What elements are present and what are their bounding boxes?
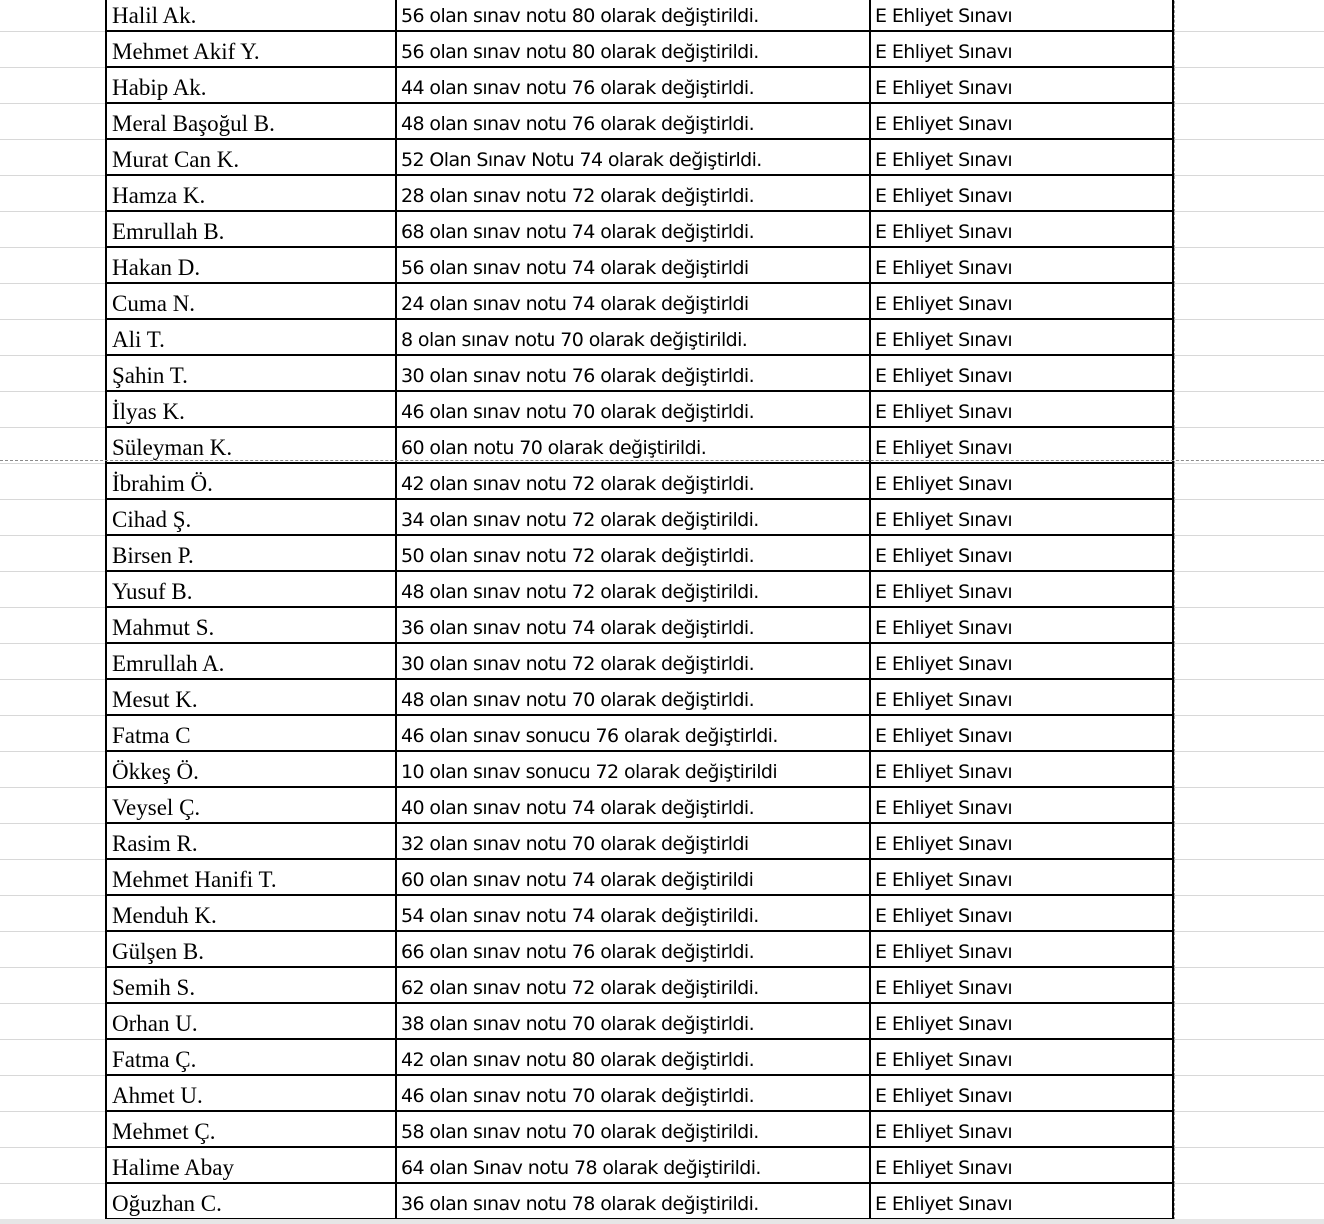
name-cell[interactable]: Hamza K. — [105, 176, 395, 212]
name-cell[interactable]: Yusuf B. — [105, 572, 395, 608]
empty-cell[interactable] — [1174, 860, 1324, 896]
table-row — [0, 428, 1324, 464]
empty-cell[interactable] — [0, 140, 105, 176]
table-row — [0, 392, 1324, 428]
empty-cell[interactable] — [0, 464, 105, 500]
exam-cell[interactable]: E Ehliyet Sınavı — [869, 356, 1174, 392]
table-row — [0, 1112, 1324, 1148]
exam-cell[interactable]: E Ehliyet Sınavı — [869, 68, 1174, 104]
table-row — [0, 824, 1324, 860]
empty-cell[interactable] — [0, 212, 105, 248]
note-cell[interactable]: 42 olan sınav notu 72 olarak değiştirldi. — [395, 464, 869, 500]
exam-cell[interactable]: E Ehliyet Sınavı — [869, 788, 1174, 824]
table-row — [0, 356, 1324, 392]
table-row — [0, 284, 1324, 320]
empty-cell[interactable] — [0, 860, 105, 896]
note-cell[interactable]: 48 olan sınav notu 72 olarak değiştirildi. — [395, 572, 869, 608]
note-cell[interactable]: 28 olan sınav notu 72 olarak değiştirldi. — [395, 176, 869, 212]
exam-cell[interactable]: E Ehliyet Sınavı — [869, 752, 1174, 788]
note-cell[interactable]: 64 olan Sınav notu 78 olarak değiştirildi. — [395, 1148, 869, 1184]
name-cell[interactable]: Mesut K. — [105, 680, 395, 716]
exam-cell[interactable]: E Ehliyet Sınavı — [869, 248, 1174, 284]
note-cell[interactable]: 36 olan sınav notu 74 olarak değiştirldi. — [395, 608, 869, 644]
table-row — [0, 248, 1324, 284]
exam-cell[interactable]: E Ehliyet Sınavı — [869, 608, 1174, 644]
exam-cell[interactable]: E Ehliyet Sınavı — [869, 176, 1174, 212]
empty-cell[interactable] — [0, 932, 105, 968]
name-cell[interactable]: Murat Can K. — [105, 140, 395, 176]
table-row — [0, 68, 1324, 104]
table-row — [0, 896, 1324, 932]
table-row — [0, 140, 1324, 176]
note-cell[interactable]: 44 olan sınav notu 76 olarak değiştirldi. — [395, 68, 869, 104]
empty-cell[interactable] — [1174, 1184, 1324, 1220]
empty-cell[interactable] — [0, 536, 105, 572]
note-cell[interactable]: 46 olan sınav notu 70 olarak değiştirldi. — [395, 1076, 869, 1112]
table-row — [0, 572, 1324, 608]
note-cell[interactable]: 56 olan sınav notu 80 olarak değiştirildi. — [395, 0, 869, 32]
empty-cell[interactable] — [1174, 572, 1324, 608]
exam-cell[interactable]: E Ehliyet Sınavı — [869, 284, 1174, 320]
exam-cell[interactable]: E Ehliyet Sınavı — [869, 1184, 1174, 1220]
empty-cell[interactable] — [0, 1040, 105, 1076]
table-row — [0, 320, 1324, 356]
note-cell[interactable]: 10 olan sınav sonucu 72 olarak değiştirildi — [395, 752, 869, 788]
name-cell[interactable]: Meral Başoğul B. — [105, 104, 395, 140]
exam-cell[interactable]: E Ehliyet Sınavı — [869, 860, 1174, 896]
name-cell[interactable]: Veysel Ç. — [105, 788, 395, 824]
empty-cell[interactable] — [0, 392, 105, 428]
note-cell[interactable]: 48 olan sınav notu 70 olarak değiştirldi. — [395, 680, 869, 716]
empty-cell[interactable] — [0, 428, 105, 464]
empty-cell[interactable] — [0, 176, 105, 212]
note-cell[interactable]: 34 olan sınav notu 72 olarak değiştirildi. — [395, 500, 869, 536]
name-cell[interactable]: Menduh K. — [105, 896, 395, 932]
empty-cell[interactable] — [0, 824, 105, 860]
table-row — [0, 1148, 1324, 1184]
name-cell[interactable]: Şahin T. — [105, 356, 395, 392]
exam-cell[interactable]: E Ehliyet Sınavı — [869, 140, 1174, 176]
table-row — [0, 0, 1324, 32]
empty-cell[interactable] — [1174, 752, 1324, 788]
table-row — [0, 104, 1324, 140]
name-cell[interactable]: Hakan D. — [105, 248, 395, 284]
empty-cell[interactable] — [0, 284, 105, 320]
empty-cell[interactable] — [0, 500, 105, 536]
empty-cell[interactable] — [0, 104, 105, 140]
note-cell[interactable]: 60 olan sınav notu 74 olarak değiştirildi — [395, 860, 869, 896]
bottom-edge — [0, 1219, 1324, 1224]
empty-cell[interactable] — [1174, 1112, 1324, 1148]
empty-cell[interactable] — [1174, 536, 1324, 572]
empty-cell[interactable] — [0, 1148, 105, 1184]
empty-cell[interactable] — [1174, 716, 1324, 752]
name-cell[interactable]: Emrullah A. — [105, 644, 395, 680]
exam-cell[interactable]: E Ehliyet Sınavı — [869, 644, 1174, 680]
table-row — [0, 500, 1324, 536]
name-cell[interactable]: İlyas K. — [105, 392, 395, 428]
exam-cell[interactable]: E Ehliyet Sınavı — [869, 464, 1174, 500]
empty-cell[interactable] — [1174, 428, 1324, 464]
table-row — [0, 608, 1324, 644]
name-cell[interactable]: Ahmet U. — [105, 1076, 395, 1112]
name-cell[interactable]: Cuma N. — [105, 284, 395, 320]
empty-cell[interactable] — [1174, 644, 1324, 680]
note-cell[interactable]: 60 olan notu 70 olarak değiştirildi. — [395, 428, 869, 464]
exam-cell[interactable]: E Ehliyet Sınavı — [869, 320, 1174, 356]
name-cell[interactable]: Birsen P. — [105, 536, 395, 572]
table-row — [0, 860, 1324, 896]
note-cell[interactable]: 42 olan sınav notu 80 olarak değiştirldi. — [395, 1040, 869, 1076]
exam-cell[interactable]: E Ehliyet Sınavı — [869, 896, 1174, 932]
name-cell[interactable]: Gülşen B. — [105, 932, 395, 968]
empty-cell[interactable] — [1174, 140, 1324, 176]
name-cell[interactable]: Oğuzhan C. — [105, 1184, 395, 1220]
empty-cell[interactable] — [1174, 68, 1324, 104]
empty-cell[interactable] — [0, 1076, 105, 1112]
table-row — [0, 968, 1324, 1004]
note-cell[interactable]: 56 olan sınav notu 74 olarak değiştirldi — [395, 248, 869, 284]
name-cell[interactable]: Mahmut S. — [105, 608, 395, 644]
note-cell[interactable]: 54 olan sınav notu 74 olarak değiştirildi. — [395, 896, 869, 932]
name-cell[interactable]: Rasim R. — [105, 824, 395, 860]
name-cell[interactable]: Halime Abay — [105, 1148, 395, 1184]
exam-cell[interactable]: E Ehliyet Sınavı — [869, 536, 1174, 572]
empty-cell[interactable] — [1174, 32, 1324, 68]
empty-cell[interactable] — [1174, 248, 1324, 284]
empty-cell[interactable] — [0, 68, 105, 104]
note-cell[interactable]: 62 olan sınav notu 72 olarak değiştirildi. — [395, 968, 869, 1004]
page-break-line — [0, 460, 1324, 461]
name-cell[interactable]: Habip Ak. — [105, 68, 395, 104]
empty-cell[interactable] — [1174, 1076, 1324, 1112]
empty-cell[interactable] — [0, 752, 105, 788]
empty-cell[interactable] — [0, 1004, 105, 1040]
empty-cell[interactable] — [1174, 320, 1324, 356]
empty-cell[interactable] — [1174, 284, 1324, 320]
exam-cell[interactable]: E Ehliyet Sınavı — [869, 1112, 1174, 1148]
note-cell[interactable]: 38 olan sınav notu 70 olarak değiştirldi. — [395, 1004, 869, 1040]
note-cell[interactable]: 50 olan sınav notu 72 olarak değiştirldi. — [395, 536, 869, 572]
name-cell[interactable]: Mehmet Ç. — [105, 1112, 395, 1148]
table-row — [0, 1004, 1324, 1040]
empty-cell[interactable] — [1174, 464, 1324, 500]
table-row — [0, 1184, 1324, 1220]
table-row — [0, 680, 1324, 716]
table-row — [0, 752, 1324, 788]
name-cell[interactable]: İbrahim Ö. — [105, 464, 395, 500]
name-cell[interactable]: Ökkeş Ö. — [105, 752, 395, 788]
empty-cell[interactable] — [0, 572, 105, 608]
empty-cell[interactable] — [0, 248, 105, 284]
exam-cell[interactable]: E Ehliyet Sınavı — [869, 212, 1174, 248]
exam-cell[interactable]: E Ehliyet Sınavı — [869, 824, 1174, 860]
note-cell[interactable]: 32 olan sınav notu 70 olarak değiştirldi — [395, 824, 869, 860]
name-cell[interactable]: Fatma C — [105, 716, 395, 752]
empty-cell[interactable] — [0, 32, 105, 68]
note-cell[interactable]: 40 olan sınav notu 74 olarak değiştirldi. — [395, 788, 869, 824]
exam-cell[interactable]: E Ehliyet Sınavı — [869, 1004, 1174, 1040]
note-cell[interactable]: 68 olan sınav notu 74 olarak değiştirldi. — [395, 212, 869, 248]
name-cell[interactable]: Süleyman K. — [105, 428, 395, 464]
name-cell[interactable]: Halil Ak. — [105, 0, 395, 32]
name-cell[interactable]: Mehmet Akif Y. — [105, 32, 395, 68]
empty-cell[interactable] — [1174, 932, 1324, 968]
empty-cell[interactable] — [1174, 824, 1324, 860]
exam-cell[interactable]: E Ehliyet Sınavı — [869, 572, 1174, 608]
exam-cell[interactable]: E Ehliyet Sınavı — [869, 0, 1174, 32]
table-row — [0, 716, 1324, 752]
note-cell[interactable]: 66 olan sınav notu 76 olarak değiştirldi. — [395, 932, 869, 968]
exam-cell[interactable]: E Ehliyet Sınavı — [869, 716, 1174, 752]
note-cell[interactable]: 56 olan sınav notu 80 olarak değiştirildi. — [395, 32, 869, 68]
exam-cell[interactable]: E Ehliyet Sınavı — [869, 428, 1174, 464]
empty-cell[interactable] — [1174, 212, 1324, 248]
table-row — [0, 644, 1324, 680]
exam-cell[interactable]: E Ehliyet Sınavı — [869, 932, 1174, 968]
exam-cell[interactable]: E Ehliyet Sınavı — [869, 32, 1174, 68]
name-cell[interactable]: Semih S. — [105, 968, 395, 1004]
exam-cell[interactable]: E Ehliyet Sınavı — [869, 500, 1174, 536]
exam-cell[interactable]: E Ehliyet Sınavı — [869, 1148, 1174, 1184]
table-row — [0, 536, 1324, 572]
empty-cell[interactable] — [1174, 176, 1324, 212]
table-row — [0, 32, 1324, 68]
empty-cell[interactable] — [1174, 968, 1324, 1004]
empty-cell[interactable] — [1174, 1148, 1324, 1184]
empty-cell[interactable] — [1174, 1004, 1324, 1040]
empty-cell[interactable] — [0, 0, 105, 32]
note-cell[interactable]: 36 olan sınav notu 78 olarak değiştirildi. — [395, 1184, 869, 1220]
empty-cell[interactable] — [0, 968, 105, 1004]
exam-cell[interactable]: E Ehliyet Sınavı — [869, 104, 1174, 140]
empty-cell[interactable] — [1174, 104, 1324, 140]
empty-cell[interactable] — [0, 680, 105, 716]
table-row — [0, 464, 1324, 500]
name-cell[interactable]: Orhan U. — [105, 1004, 395, 1040]
empty-cell[interactable] — [0, 356, 105, 392]
empty-cell[interactable] — [1174, 1040, 1324, 1076]
name-cell[interactable]: Fatma Ç. — [105, 1040, 395, 1076]
empty-cell[interactable] — [0, 1112, 105, 1148]
table-row — [0, 932, 1324, 968]
note-cell[interactable]: 30 olan sınav notu 76 olarak değiştirldi. — [395, 356, 869, 392]
empty-cell[interactable] — [0, 608, 105, 644]
note-cell[interactable]: 24 olan sınav notu 74 olarak değiştirldi — [395, 284, 869, 320]
empty-cell[interactable] — [1174, 0, 1324, 32]
empty-cell[interactable] — [1174, 500, 1324, 536]
note-cell[interactable]: 58 olan sınav notu 70 olarak değiştirildi. — [395, 1112, 869, 1148]
note-cell[interactable]: 52 Olan Sınav Notu 74 olarak değiştirldi. — [395, 140, 869, 176]
empty-cell[interactable] — [1174, 608, 1324, 644]
exam-cell[interactable]: E Ehliyet Sınavı — [869, 1076, 1174, 1112]
table-row — [0, 1040, 1324, 1076]
name-cell[interactable]: Emrullah B. — [105, 212, 395, 248]
empty-cell[interactable] — [1174, 788, 1324, 824]
name-cell[interactable]: Mehmet Hanifi T. — [105, 860, 395, 896]
name-cell[interactable]: Cihad Ş. — [105, 500, 395, 536]
exam-cell[interactable]: E Ehliyet Sınavı — [869, 392, 1174, 428]
empty-cell[interactable] — [0, 896, 105, 932]
empty-cell[interactable] — [1174, 680, 1324, 716]
empty-cell[interactable] — [1174, 896, 1324, 932]
empty-cell[interactable] — [0, 320, 105, 356]
empty-cell[interactable] — [1174, 392, 1324, 428]
empty-cell[interactable] — [1174, 356, 1324, 392]
note-cell[interactable]: 8 olan sınav notu 70 olarak değiştirildi. — [395, 320, 869, 356]
empty-cell[interactable] — [0, 1184, 105, 1220]
exam-cell[interactable]: E Ehliyet Sınavı — [869, 1040, 1174, 1076]
name-cell[interactable]: Ali T. — [105, 320, 395, 356]
note-cell[interactable]: 30 olan sınav notu 72 olarak değiştirldi. — [395, 644, 869, 680]
note-cell[interactable]: 46 olan sınav sonucu 76 olarak değiştirldi. — [395, 716, 869, 752]
exam-cell[interactable]: E Ehliyet Sınavı — [869, 968, 1174, 1004]
note-cell[interactable]: 48 olan sınav notu 76 olarak değiştirldi. — [395, 104, 869, 140]
empty-cell[interactable] — [0, 644, 105, 680]
note-cell[interactable]: 46 olan sınav notu 70 olarak değiştirldi. — [395, 392, 869, 428]
exam-cell[interactable]: E Ehliyet Sınavı — [869, 680, 1174, 716]
table-row — [0, 212, 1324, 248]
empty-cell[interactable] — [0, 788, 105, 824]
table-row — [0, 788, 1324, 824]
empty-cell[interactable] — [0, 716, 105, 752]
table-row — [0, 176, 1324, 212]
table-row — [0, 1076, 1324, 1112]
